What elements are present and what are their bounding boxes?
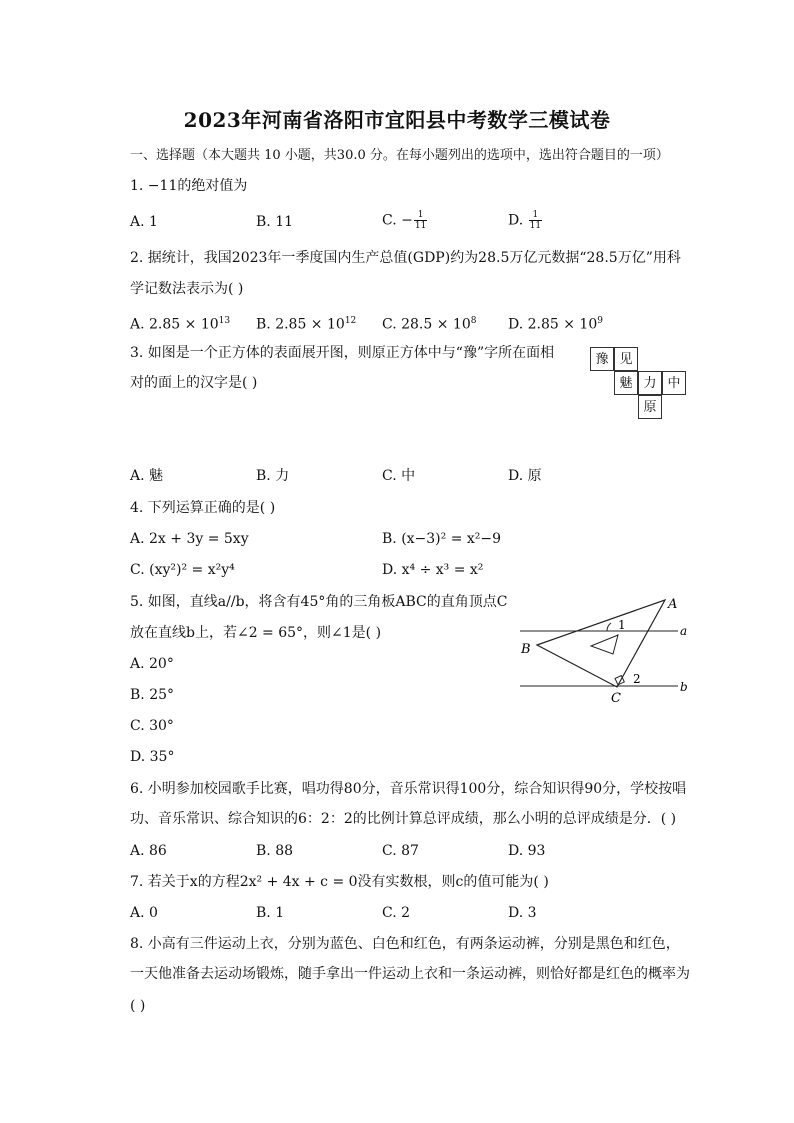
q7-option-c: C. 2 [382,905,411,921]
question-7-stem: 7. 若关于x的方程2x² + 4x + c = 0没有实数根，则c的值可能为( ) [130,874,549,890]
q3-option-a: A. 魅 [130,468,164,484]
question-8-line-2: 一天他准备去运动场锻炼，随手拿出一件运动上衣和一条运动裤，则恰好都是红色的概率为 [130,966,690,982]
q7-option-d: D. 3 [508,905,537,921]
question-4-stem: 4. 下列运算正确的是( ) [130,500,276,516]
q2-option-c: C. $28.5 \times 10^8$ [382,316,477,333]
inner-triangle [591,635,618,654]
label-C: C [611,691,621,704]
q6-option-b: B. 88 [256,843,294,859]
cube-net-figure [590,345,692,423]
label-line-b: b [680,680,688,694]
question-2-line-2: 学记数法表示为( ) [130,281,244,297]
question-8-line-1: 8. 小高有三件运动上衣，分别为蓝色、白色和红色，有两条运动裤，分别是黑色和红色， [130,936,680,952]
cube-face-2: 见 [614,347,638,371]
triangle-parallel-lines-figure [515,592,690,704]
angle-1-arc [607,623,611,631]
question-3-line-2: 对的面上的汉字是( ) [130,375,258,391]
q2-option-a: A. $2.85 \times 10^{13}$ [130,316,231,333]
cube-face-3: 魅 [614,371,638,395]
question-1-stem: 1. −11的绝对值为 [130,178,248,194]
q6-option-c: C. 87 [382,843,419,859]
q5-option-b: B. 25° [130,687,175,703]
question-8-line-3: ( ) [130,998,146,1014]
q5-option-a: A. 20° [130,656,174,672]
q1-option-d-label: D. [508,212,528,229]
q4-option-d: D. x⁴ ÷ x³ = x² [382,562,484,578]
q4-option-c: C. (xy²)² = x²y⁴ [130,562,235,578]
cube-face-1: 豫 [590,347,614,371]
q3-option-c: C. 中 [382,468,416,484]
question-3-line-1: 3. 如图是一个正方体的表面展开图，则原正方体中与“豫”字所在面相 [130,345,555,361]
triangle-abc [537,600,665,687]
q1-option-d-fraction: $\frac{1}{11}$ [529,210,542,231]
section-header: 一、选择题（本大题共 10 小题，共30.0 分。在每小题列出的选项中，选出符合题目的一项） [130,148,669,163]
q3-option-b: B. 力 [256,468,290,484]
q4-option-b: B. (x−3)² = x²−9 [382,531,502,547]
q7-option-a: A. 0 [130,905,158,921]
label-line-a: a [680,624,688,638]
question-5-line-1: 5. 如图，直线a//b，将含有45°角的三角板ABC的直角顶点C [130,594,508,610]
q2-option-d: D. $2.85 \times 10^9$ [508,316,603,333]
q1-option-c-fraction: $\frac{1}{11}$ [414,210,427,231]
q1-option-d [508,210,542,231]
question-2-line-1: 2. 据统计，我国2023年一季度国内生产总值(GDP)约为28.5万亿元数据“28.5万亿”用科 [130,250,681,266]
page-title: 2023年河南省洛阳市宜阳县中考数学三模试卷 [183,108,611,132]
q1-option-a: A. 1 [130,214,158,230]
q6-option-a: A. 86 [130,843,167,859]
q7-option-b: B. 1 [256,905,285,921]
q5-option-d: D. 35° [130,749,175,765]
q3-option-d: D. 原 [508,468,542,484]
cube-face-6: 原 [638,395,662,419]
label-angle-1: 1 [618,618,626,632]
q6-option-d: D. 93 [508,843,546,859]
question-5-line-2: 放在直线b上，若∠2 = 65°，则∠1是( ) [130,625,382,641]
q1-option-c-label: C. − [382,212,413,229]
label-angle-2: 2 [633,672,641,686]
cube-face-5: 中 [662,371,686,395]
q1-option-b: B. 11 [256,214,294,230]
cube-face-4: 力 [638,371,662,395]
q5-option-c: C. 30° [130,718,174,734]
label-B: B [521,642,531,657]
q2-option-b: B. $2.85 \times 10^{12}$ [256,316,357,333]
question-6-line-1: 6. 小明参加校园歌手比赛，唱功得80分，音乐常识得100分，综合知识得90分，学校按唱 [130,781,687,797]
label-A: A [668,597,678,612]
q1-option-c [382,210,427,231]
q4-option-a: A. 2x + 3y = 5xy [130,531,249,547]
question-6-line-2: 功、音乐常识、综合知识的6：2：2的比例计算总评成绩，那么小明的总评成绩是分．( ) [130,811,677,827]
